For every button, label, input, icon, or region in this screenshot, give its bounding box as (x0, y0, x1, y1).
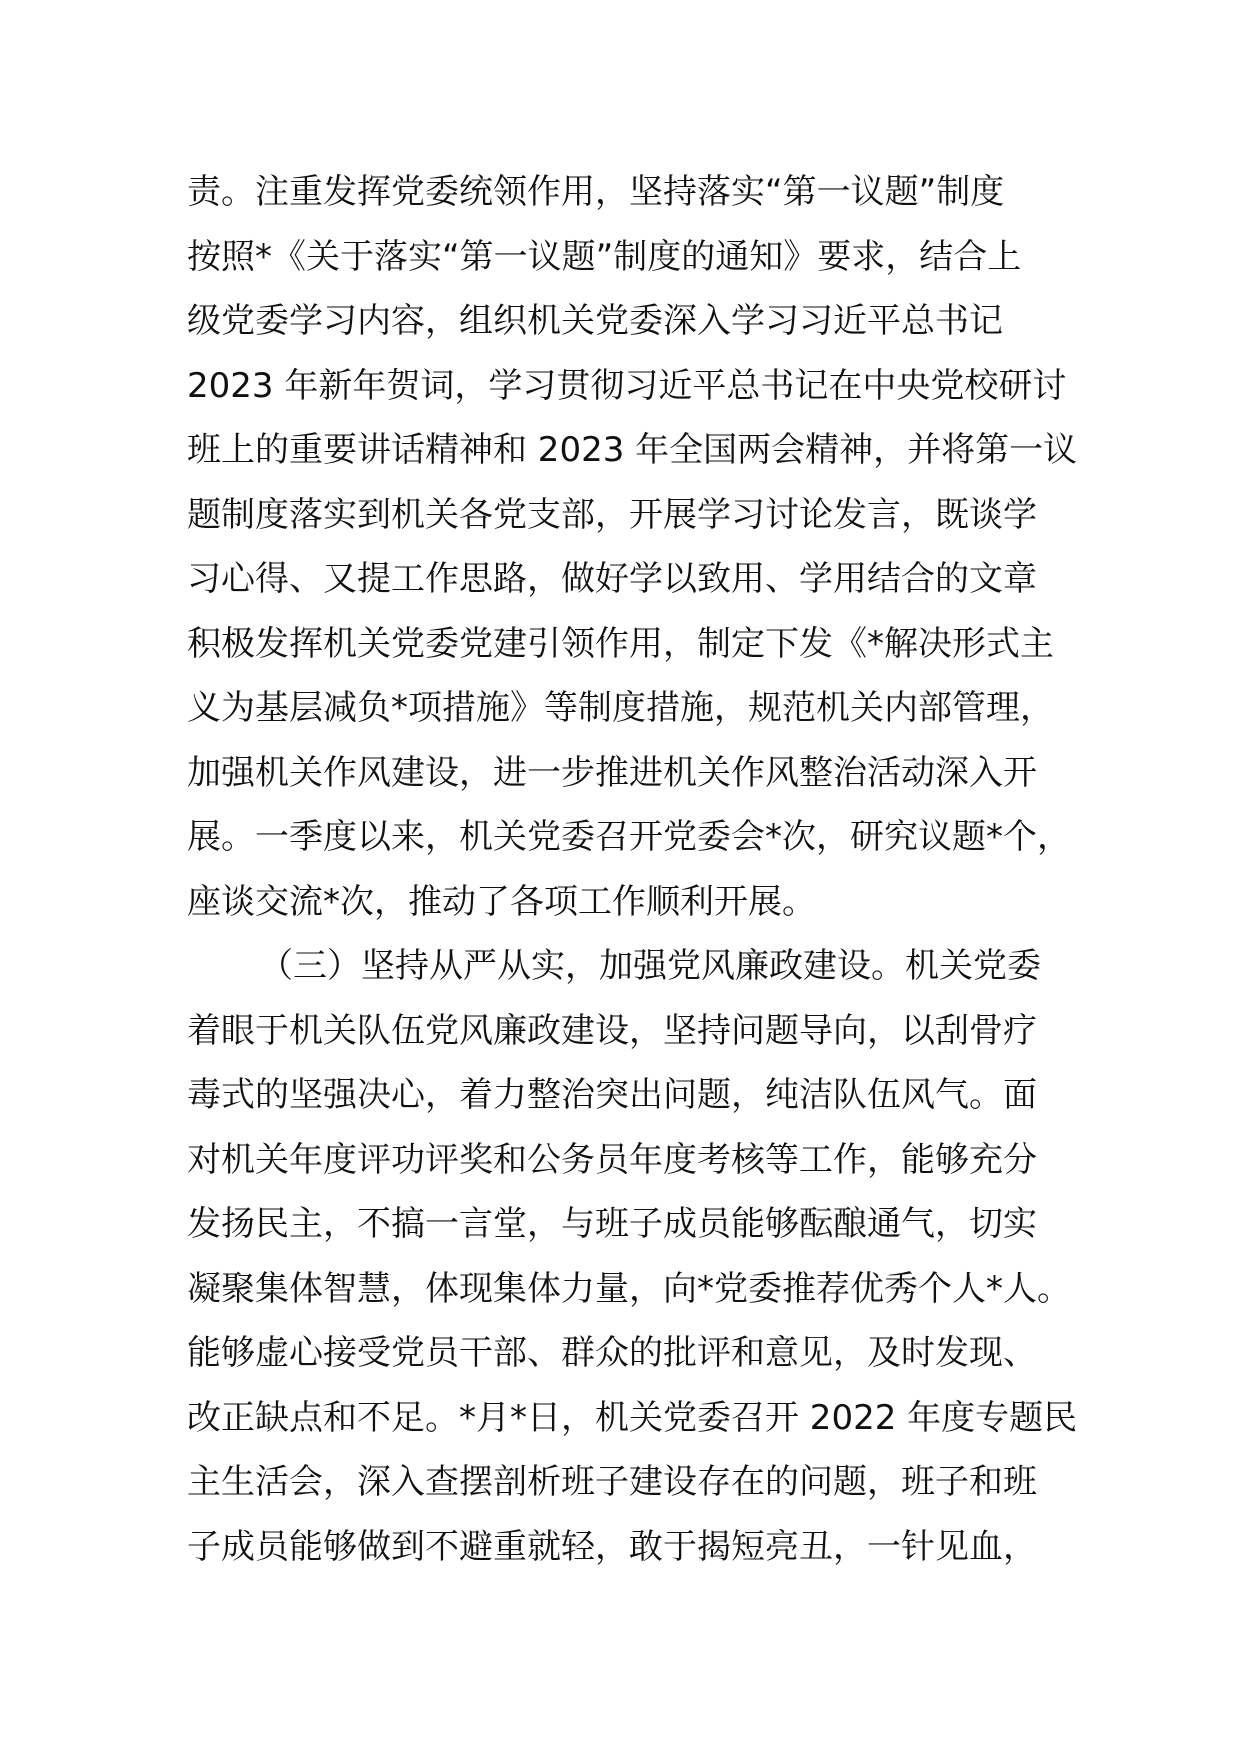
text-line: 凝聚集体智慧，体现集体力量，向*党委推荐优秀个人*人。 (187, 1268, 1071, 1309)
text-line: 发扬民主，不搞一言堂，与班子成员能够酝酿通气，切实 (187, 1204, 1037, 1244)
text-line: 积极发挥机关党委党建引领作用，制定下发《*解决形式主 (187, 623, 1054, 664)
text-line: 着眼于机关队伍党风廉政建设，坚持问题导向，以刮骨疗 (187, 1010, 1037, 1051)
text-line: 毒式的坚强决心，着力整治突出问题，纯洁队伍风气。面 (187, 1075, 1037, 1115)
text-line: 主生活会，深入查摆剖析班子建设存在的问题，班子和班 (187, 1462, 1037, 1502)
text-line: 展。一季度以来，机关党委召开党委会*次，研究议题*个， (187, 817, 1071, 857)
text-line: 能够虚心接受党员干部、群众的批评和意见，及时发现、 (187, 1333, 1037, 1373)
text-line: 对机关年度评功评奖和公务员年度考核等工作，能够充分 (187, 1139, 1037, 1180)
text-line: 题制度落实到机关各党支部，开展学习讨论发言，既谈学 (187, 494, 1037, 535)
text-line: 座谈交流*次，推动了各项工作顺利开展。 (187, 881, 816, 922)
text-line: 班上的重要讲话精神和 2023 年全国两会精神，并将第一议 (187, 430, 1078, 470)
text-line: 子成员能够做到不避重就轻，敢于揭短亮丑，一针见血， (187, 1526, 1037, 1567)
text-line: 义为基层减负*项措施》等制度措施，规范机关内部管理， (187, 688, 1054, 728)
text-line: 2023 年新年贺词，学习贯彻习近平总书记在中央党校研讨 (187, 365, 1067, 406)
section-heading-line: （三）坚持从严从实，加强党风廉政建设。机关党委 (259, 946, 1041, 986)
text-line: 加强机关作风建设，进一步推进机关作风整治活动深入开 (187, 752, 1037, 793)
text-line: 改正缺点和不足。*月*日，机关党委召开 2022 年度专题民 (187, 1397, 1078, 1438)
text-line: 习心得、又提工作思路，做好学以致用、学用结合的文章 (187, 559, 1037, 599)
text-line: 按照*《关于落实“第一议题”制度的通知》要求，结合上 (187, 236, 1022, 277)
body-text (187, 160, 1087, 1579)
text-line: 责。注重发挥党委统领作用，坚持落实“第一议题”制度 (187, 172, 1005, 212)
text-line: 级党委学习内容，组织机关党委深入学习习近平总书记 (187, 301, 1003, 341)
